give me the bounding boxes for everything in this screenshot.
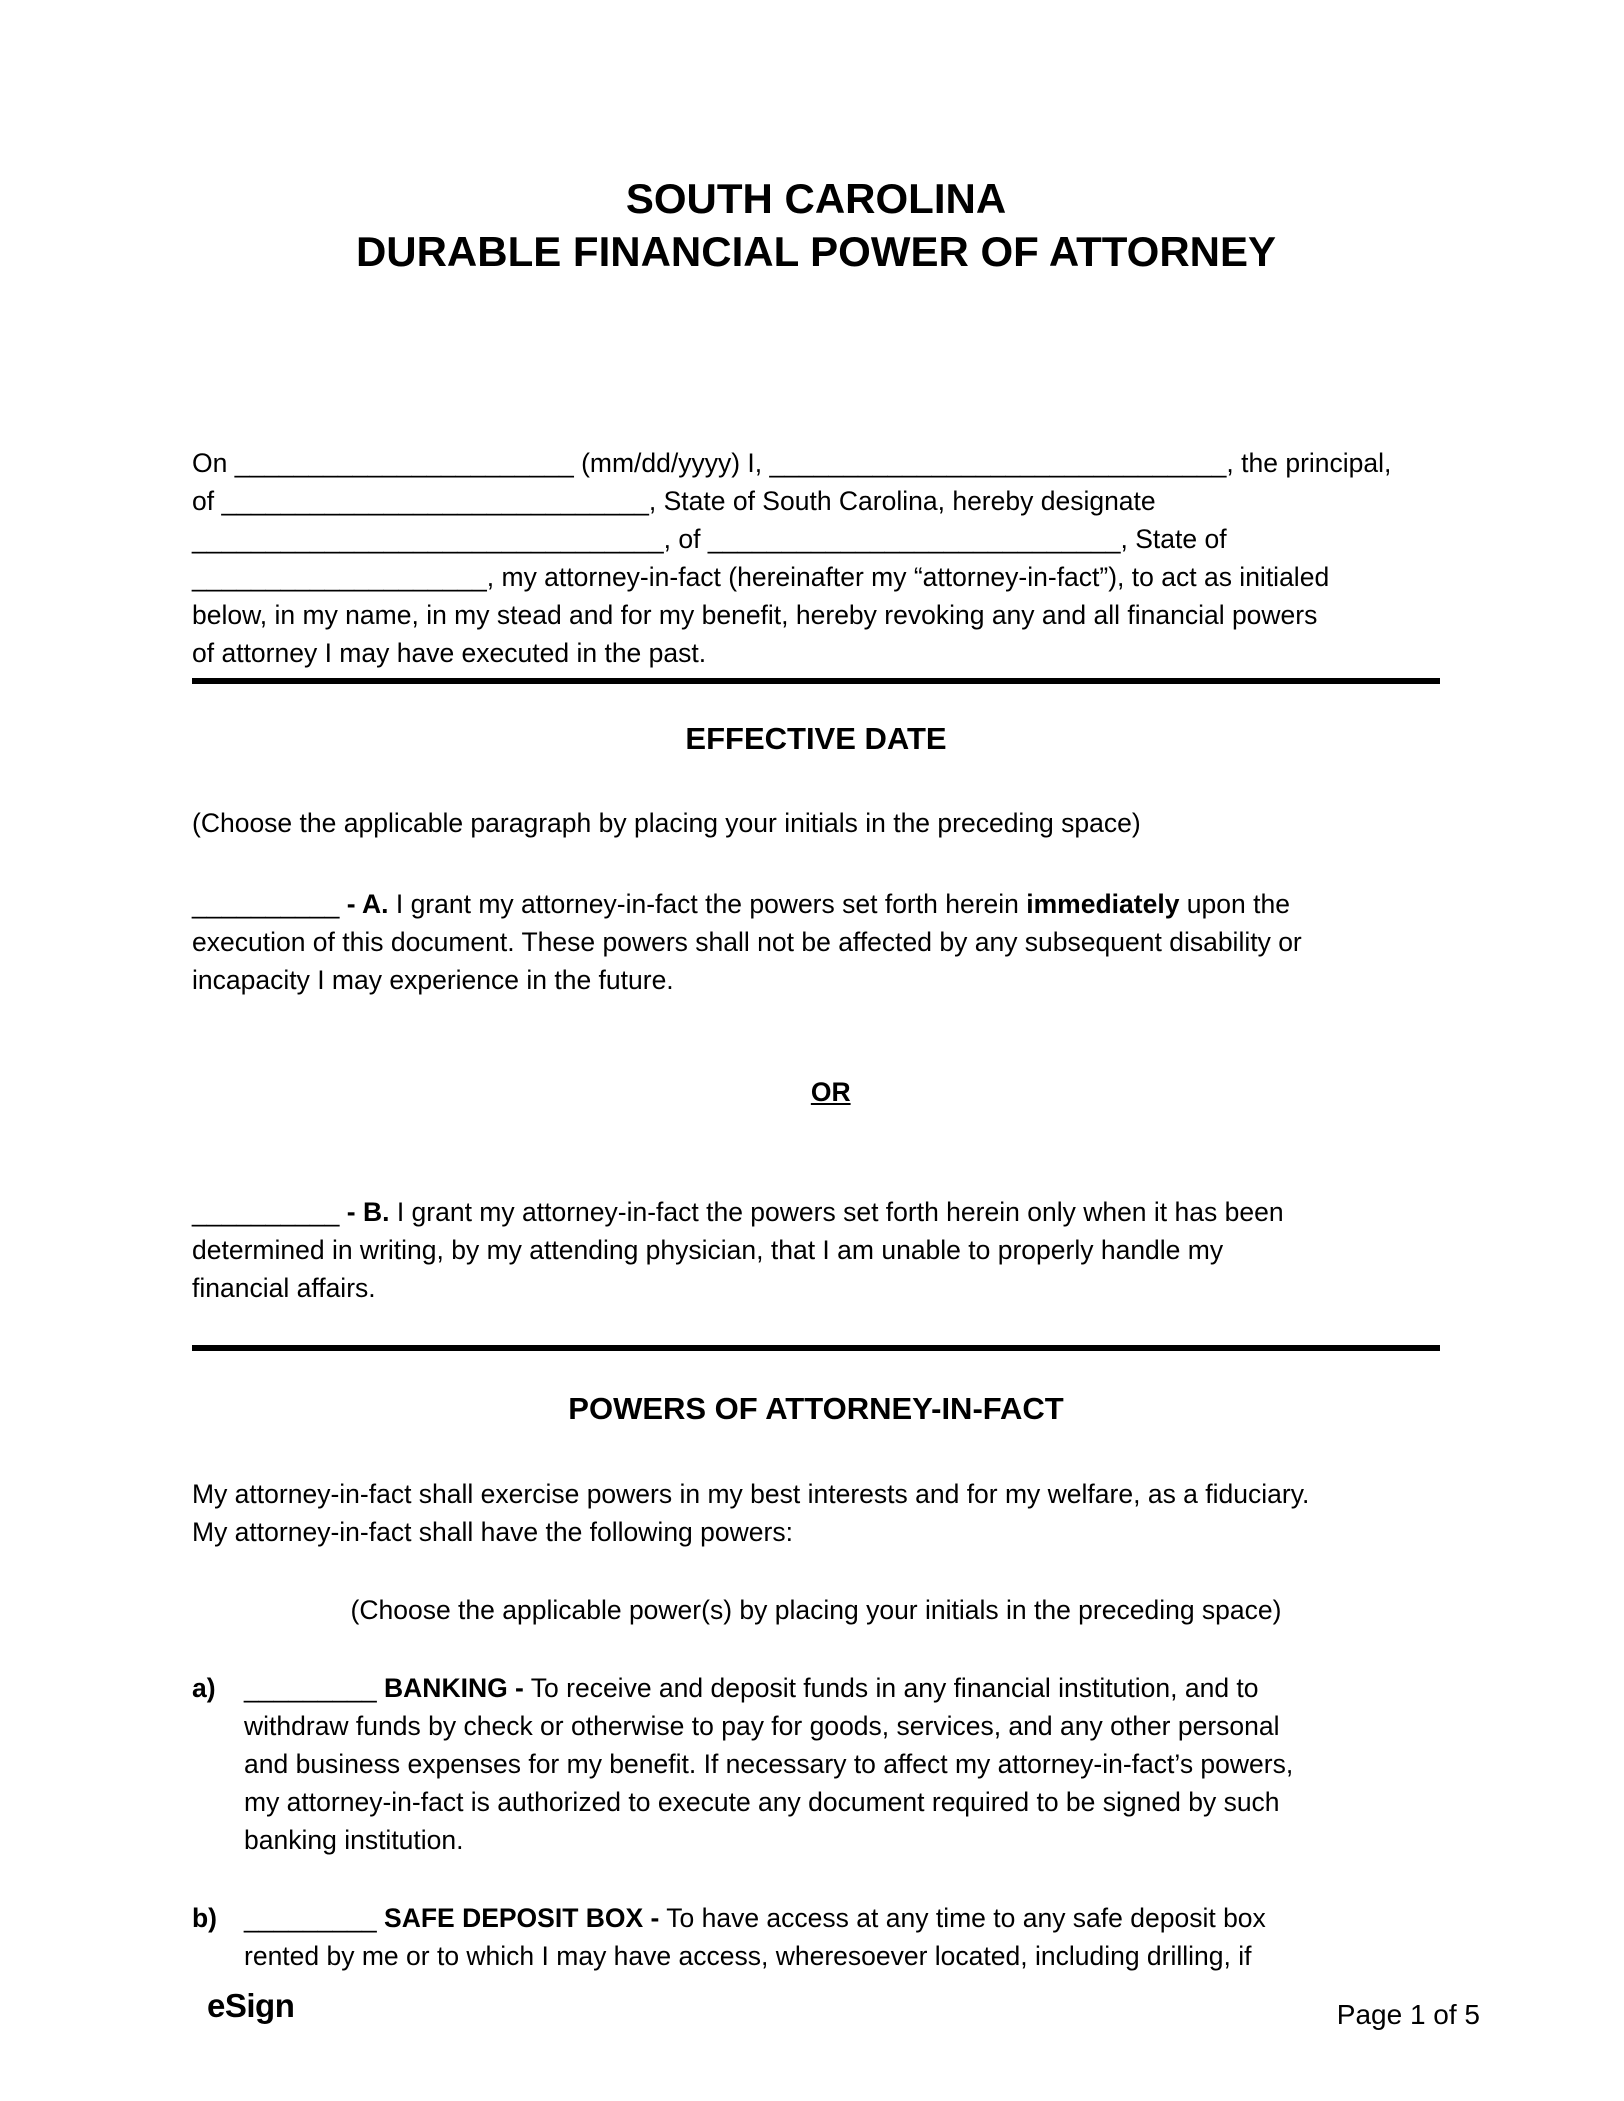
esign-logo: eSign (207, 1987, 295, 2024)
blank-field: _______________________ (234, 448, 574, 478)
text-run: determined in writing, by my attending physician, that I am unable to properly handle my (192, 1235, 1224, 1265)
section-divider (192, 678, 1440, 684)
effective-date-instruction: (Choose the applicable paragraph by placing your initials in the preceding space) (192, 808, 1141, 838)
text-run: I grant my attorney-in-fact the powers set forth herein only when it has been (389, 1197, 1284, 1227)
text-run: immediately (1026, 889, 1180, 919)
text-run: below, in my name, in my stead and for my benefit, hereby revoking any and all financial powers (192, 600, 1318, 630)
power-item-a-text (244, 1669, 1440, 1859)
power-item-b-text (244, 1899, 1440, 1975)
text-line (192, 444, 1440, 482)
text-run: I grant my attorney-in-fact the powers set forth herein (388, 889, 1027, 919)
text-run: On (192, 448, 235, 478)
text-run: SAFE DEPOSIT BOX - (384, 1903, 660, 1933)
option-a-paragraph (192, 885, 1440, 999)
powers-intro-paragraph (192, 1475, 1440, 1551)
power-item-b-marker: b) (192, 1903, 218, 1933)
text-line (244, 1669, 1440, 1707)
text-line (192, 634, 1440, 672)
intro-paragraph (192, 444, 1440, 672)
text-run: , State of South Carolina, hereby designate (648, 486, 1156, 516)
power-item-b (192, 1899, 1440, 1975)
text-run: To have access at any time to any safe deposit box (659, 1903, 1266, 1933)
text-run: banking institution. (244, 1825, 464, 1855)
text-run (339, 889, 346, 919)
text-run (377, 1673, 384, 1703)
text-run: - B. (346, 1197, 390, 1227)
text-line (192, 1231, 1440, 1269)
text-line (244, 1821, 1440, 1859)
text-run: financial affairs. (192, 1273, 376, 1303)
power-item-a (192, 1669, 1440, 1859)
blank-field: _________ (244, 1903, 377, 1933)
blank-field: ________________________________ (192, 524, 664, 554)
powers-heading: POWERS OF ATTORNEY-IN-FACT (568, 1391, 1064, 1426)
text-run (377, 1903, 384, 1933)
blank-field: ____________________________ (707, 524, 1121, 554)
or-separator (192, 1035, 1440, 1149)
text-run: my attorney-in-fact is authorized to execute any document required to be signed by such (244, 1787, 1280, 1817)
text-line (192, 1269, 1440, 1307)
effective-date-heading: EFFECTIVE DATE (685, 721, 947, 756)
text-run: , the principal, (1226, 448, 1392, 478)
text-line (192, 1193, 1440, 1231)
text-line (244, 1745, 1440, 1783)
text-run: rented by me or to which I may have access, wheresoever located, including drilling, if (244, 1941, 1252, 1971)
text-line (192, 1475, 1440, 1513)
text-run (339, 1197, 346, 1227)
document-title (192, 172, 1440, 278)
blank-field: _____________________________ (221, 486, 649, 516)
text-run: - A. (346, 889, 389, 919)
text-line (192, 596, 1440, 634)
powers-instruction: (Choose the applicable power(s) by placing your initials in the preceding space) (350, 1595, 1282, 1625)
text-line (192, 558, 1440, 596)
text-line (244, 1707, 1440, 1745)
option-b-paragraph (192, 1193, 1440, 1307)
text-run: of attorney I may have executed in the past. (192, 638, 707, 668)
text-run: upon the (1179, 889, 1290, 919)
text-run: , my attorney-in-fact (hereinafter my “attorney-in-fact”), to act as initialed (486, 562, 1330, 592)
blank-field: ____________________ (192, 562, 487, 592)
text-run: To receive and deposit funds in any financial institution, and to (523, 1673, 1259, 1703)
document-title-line-2: DURABLE FINANCIAL POWER OF ATTORNEY (355, 228, 1277, 275)
text-run: of (192, 486, 222, 516)
text-line (192, 885, 1440, 923)
text-run: , State of (1120, 524, 1227, 554)
section-divider (192, 1345, 1440, 1351)
text-line (192, 482, 1440, 520)
text-run: My attorney-in-fact shall have the following powers: (192, 1517, 793, 1547)
text-run: , of (663, 524, 708, 554)
text-line (192, 520, 1440, 558)
text-run: execution of this document. These powers shall not be affected by any subsequent disability or (192, 927, 1302, 957)
blank-field: __________ (192, 1197, 340, 1227)
blank-field: _______________________________ (769, 448, 1227, 478)
text-run: (mm/dd/yyyy) I, (573, 448, 770, 478)
text-line (244, 1899, 1440, 1937)
document-title-line-1: SOUTH CAROLINA (625, 175, 1007, 222)
text-line (244, 1783, 1440, 1821)
text-line (192, 923, 1440, 961)
text-run: and business expenses for my benefit. If necessary to affect my attorney-in-fact’s powers, (244, 1749, 1294, 1779)
text-run: withdraw funds by check or otherwise to pay for goods, services, and any other personal (244, 1711, 1280, 1741)
text-run: incapacity I may experience in the future. (192, 965, 674, 995)
text-line (192, 1513, 1440, 1551)
text-line (244, 1937, 1440, 1975)
blank-field: _________ (244, 1673, 377, 1703)
page-number-label: Page 1 of 5 (1336, 1999, 1480, 2030)
power-item-a-marker: a) (192, 1673, 216, 1703)
text-line (192, 961, 1440, 999)
or-label: OR (810, 1077, 851, 1107)
text-run: My attorney-in-fact shall exercise powers in my best interests and for my welfare, as a fiduciary. (192, 1479, 1310, 1509)
text-run: BANKING - (384, 1673, 524, 1703)
blank-field: __________ (192, 889, 340, 919)
